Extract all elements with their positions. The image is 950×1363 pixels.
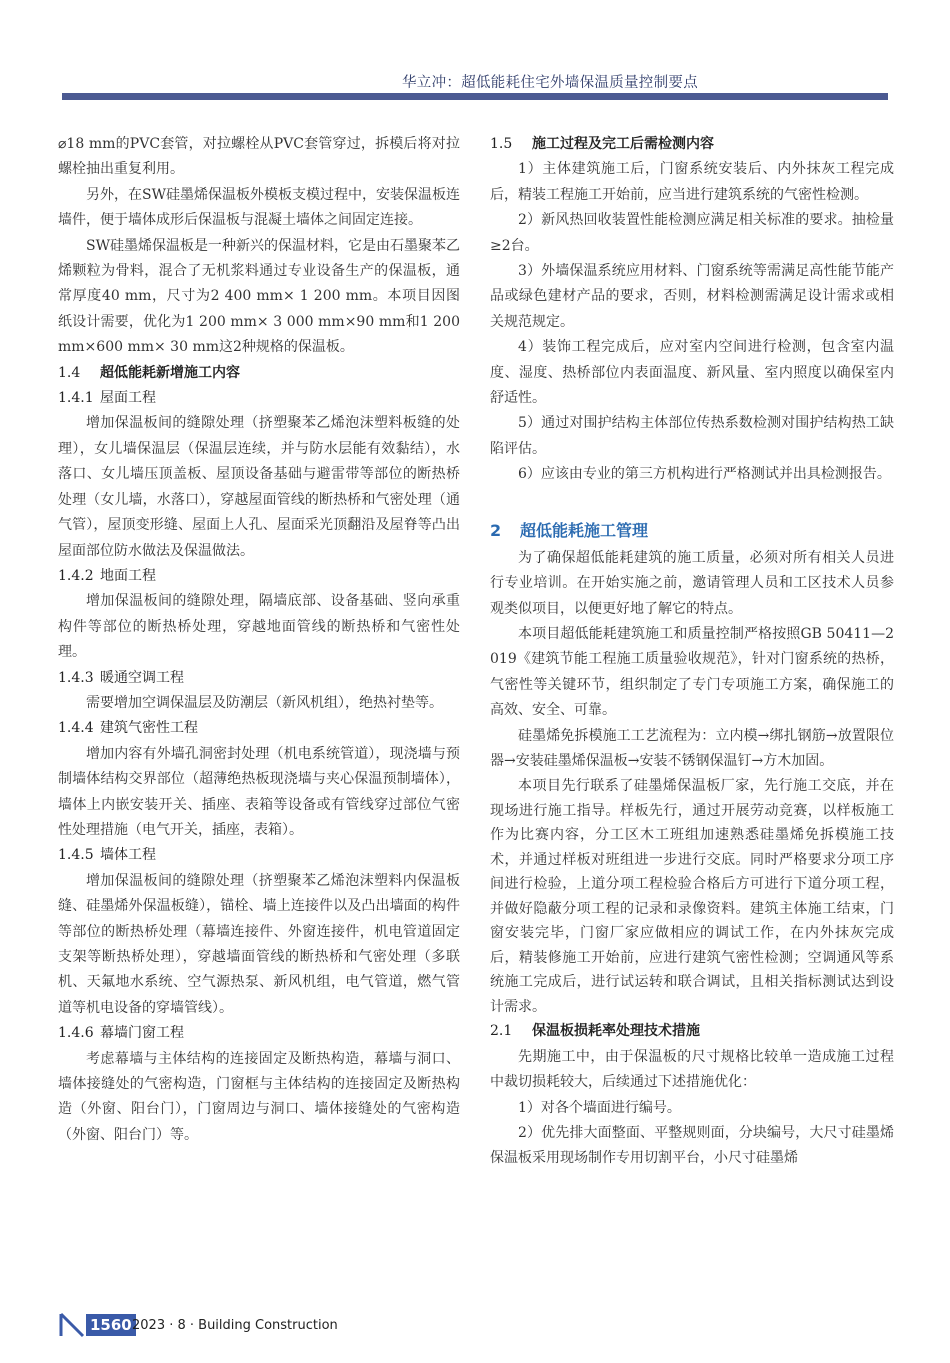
subsection-number: 1.4.6: [58, 1025, 94, 1042]
subsection-title: 建筑气密性工程: [100, 720, 198, 737]
paragraph: 增加保温板间的缝隙处理（挤塑聚苯乙烯泡沫塑料内保温板缝、硅墨烯外保温板缝），锚栓、墙上连接件以及凸出墙面的构件等部位的断热桥处理（幕墙连接件、外窗连接件，机电管道固定支架等断热桥处理），穿越墙面管线的断热桥和气密处理（多联机、天氟地水系统、空气源热泵、新风机组，电气管道，燃气管道等机电设备的穿墙管线）。: [58, 872, 460, 1016]
subsection-number: 1.4.3: [58, 669, 94, 686]
paragraph: 先期施工中，由于保温板的尺寸规格比较单一造成施工过程中裁切损耗较大，后续通过下述措施优化：: [490, 1048, 894, 1091]
section-title: 保温板损耗率处理技术措施: [532, 1023, 700, 1040]
subsection-title: 幕墙门窗工程: [100, 1025, 184, 1042]
section-heading-2: [490, 518, 894, 544]
paragraph: 本项目先行联系了硅墨烯保温板厂家，先行施工交底，并在现场进行施工指导。样板先行，通过开展劳动竞赛，以样板施工作为比赛内容，分工区木工班组加速熟悉硅墨烯免拆模施工技术，并通过样板对班组进一步进行交底。同时严格要求分项工序间进行检验，上道分项工程检验合格后方可进行下道分项工程，并做好隐蔽分项工程的记录和录像资料。建筑主体施工结束，门窗安装完毕，门窗厂家应做相应的调试工作，在内外抹灰完成后，精装修施工开始前，应进行建筑气密性检测；空调通风等系统施工完成后，进行试运转和联合调试，且相关指标测试达到设计需求。: [490, 778, 894, 1015]
journal-logo-icon: [58, 1311, 86, 1339]
header-rule: [62, 93, 888, 100]
subsection-number: 1.4.2: [58, 567, 94, 584]
subsection-title: 墙体工程: [100, 847, 156, 864]
right-column: [490, 132, 894, 1172]
left-column: [58, 132, 460, 1148]
journal-issue: 2023 · 8 · Building Construction: [132, 1318, 338, 1333]
paragraph: 考虑幕墙与主体结构的连接固定及断热构造，幕墙与洞口、墙体接缝处的气密构造，门窗框与主体结构的连接固定及断热构造（外窗、阳台门），门窗周边与洞口、墙体接缝处的气密构造（外窗、阳台门）等。: [58, 1050, 460, 1143]
paragraph: 增加保温板间的缝隙处理，隔墙底部、设备基础、竖向承重构件等部位的断热桥处理，穿越地面管线的断热桥和气密性处理。: [58, 593, 460, 661]
section-heading-1-5: [490, 132, 894, 157]
list-item: 2）新风热回收装置性能检测应满足相关标准的要求。抽检量≥2台。: [490, 212, 894, 254]
paragraph: 需要增加空调保温层及防潮层（新风机组），绝热衬垫等。: [86, 694, 443, 711]
subsection-title: 暖通空调工程: [100, 669, 184, 686]
section-number: 2: [490, 520, 502, 540]
section-heading-2-1: [490, 1019, 894, 1044]
section-title: 超低能耗施工管理: [520, 520, 649, 540]
section-number: 2.1: [490, 1023, 513, 1040]
paragraph: 增加内容有外墙孔洞密封处理（机电系统管道），现浇墙与预制墙体结构交界部位（超薄绝热板现浇墙与夹心保温预制墙体），墙体上内嵌安装开关、插座、表箱等设备或有管线穿过部位气密性处理措施（电气开关，插座，表箱）。: [58, 745, 460, 838]
section-title: 施工过程及完工后需检测内容: [532, 136, 714, 152]
paragraph: 本项目超低能耗建筑施工和质量控制严格按照GB 50411—2019《建筑节能工程施工质量验收规范》，针对门窗系统的热桥，气密性等关键环节，组织制定了专门专项施工方案，确保施工的高效、安全、可靠。: [490, 625, 894, 719]
paragraph: 为了确保超低能耗建筑的施工质量，必须对所有相关人员进行专业培训。在开始实施之前，邀请管理人员和工区技术人员参观类似项目，以便更好地了解它的特点。: [490, 549, 894, 617]
subsection-heading-1-4-4: [58, 716, 460, 741]
paragraph: 另外，在SW硅墨烯保温板外模板支模过程中，安装保温板连墙件，便于墙体成形后保温板与混凝土墙体之间固定连接。: [58, 186, 460, 229]
page-number: 1560: [86, 1314, 136, 1336]
list-item: 4）装饰工程完成后，应对室内空间进行检测，包含室内温度、湿度、热桥部位内表面温度、新风量、室内照度以确保室内舒适性。: [490, 339, 894, 407]
list-item: 1）主体建筑施工后，门窗系统安装后、内外抹灰工程完成后，精装工程施工开始前，应当进行建筑系统的气密性检测。: [490, 161, 894, 203]
subsection-heading-1-4-3: [58, 666, 460, 691]
list-item: 5）通过对围护结构主体部位传热系数检测对围护结构热工缺陷评估。: [490, 415, 894, 457]
section-title: 超低能耗新增施工内容: [100, 364, 240, 381]
running-header-title: 华立冲：超低能耗住宅外墙保温质量控制要点: [402, 75, 698, 91]
section-number: 1.5: [490, 136, 513, 152]
list-item: 3）外墙保温系统应用材料、门窗系统等需满足高性能节能产品或绿色建材产品的要求，否则，材料检测需满足设计需求或相关规范规定。: [490, 263, 894, 330]
subsection-number: 1.4.5: [58, 847, 94, 864]
subsection-title: 屋面工程: [100, 390, 156, 407]
paragraph: ⌀18 mm的PVC套管，对拉螺栓从PVC套管穿过，拆模后将对拉螺栓抽出重复利用。: [58, 136, 460, 178]
subsection-heading-1-4-2: [58, 564, 460, 589]
paragraph: SW硅墨烯保温板是一种新兴的保温材料，它是由石墨聚苯乙烯颗粒为骨料，混合了无机浆料通过专业设备生产的保温板，通常厚度40 mm，尺寸为2 400 mm× 1 200 mm。本项目因图纸设计需要，优化为1 200 mm× 3 000 mm×90 mm和1 200 mm×600 mm× 30 mm这2种规格的保温板。: [58, 237, 460, 356]
subsection-heading-1-4-5: [58, 843, 460, 868]
section-heading-1-4: [58, 361, 460, 386]
subsection-number: 1.4.4: [58, 720, 94, 737]
subsection-heading-1-4-6: [58, 1021, 460, 1046]
subsection-title: 地面工程: [100, 567, 156, 584]
paragraph: 增加保温板间的缝隙处理（挤塑聚苯乙烯泡沫塑料板缝的处理），女儿墙保温层（保温层连续，并与防水层能有效黏结），水落口、女儿墙压顶盖板、屋顶设备基础与避雷带等部位的断热桥处理（女儿墙，水落口），穿越屋面管线的断热桥和气密处理（通气管），屋顶变形缝、屋面上人孔、屋面采光顶翻沿及屋脊等凸出屋面部位防水做法及保温做法。: [58, 415, 460, 559]
section-number: 1.4: [58, 364, 81, 381]
list-item: 1）对各个墙面进行编号。: [518, 1099, 681, 1116]
subsection-number: 1.4.1: [58, 390, 94, 407]
list-item: 6）应该由专业的第三方机构进行严格测试并出具检测报告。: [518, 466, 891, 483]
paragraph: 硅墨烯免拆模施工工艺流程为：立内模→绑扎钢筋→放置限位器→安装硅墨烯保温板→安装不锈钢保温钉→方木加固。: [490, 727, 894, 769]
list-item: 2）优先排大面整面、平整规则面，分块编号，大尺寸硅墨烯保温板采用现场制作专用切割平台，小尺寸硅墨烯: [490, 1124, 894, 1167]
subsection-heading-1-4-1: [58, 386, 460, 411]
